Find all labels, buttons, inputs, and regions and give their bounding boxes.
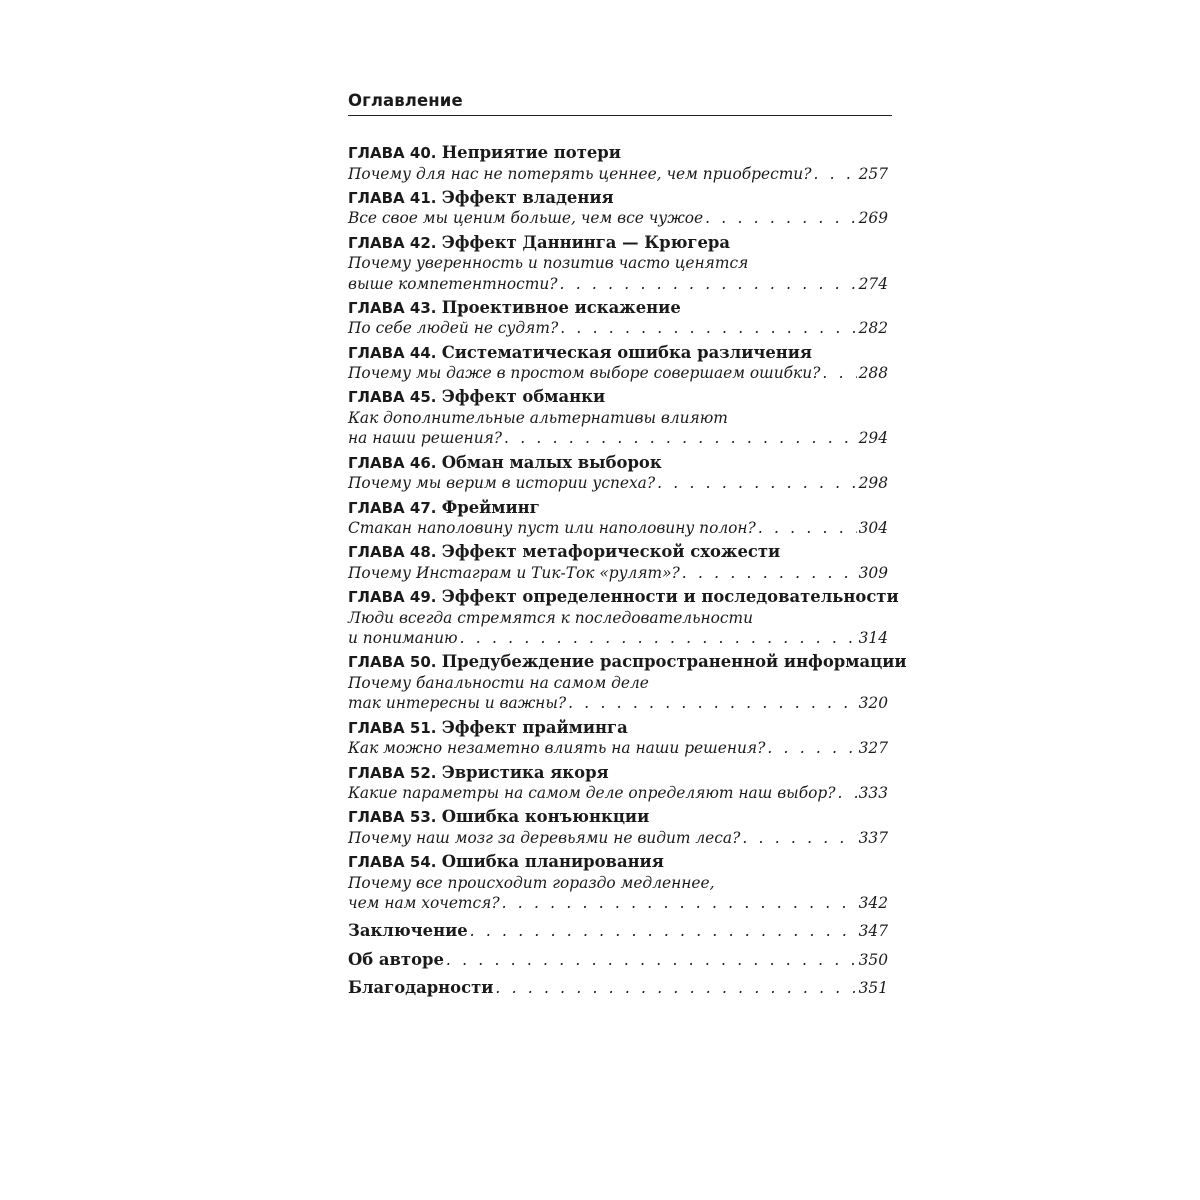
chapter-subtitle-row [348,208,888,229]
chapter-heading [348,453,892,474]
back-matter-title: Благодарности [348,978,494,998]
chapter-subtitle-row [348,893,888,914]
chapter-number: ГЛАВА 40. [348,144,437,162]
toc-chapter-entry [348,298,892,339]
chapter-number: ГЛАВА 47. [348,498,437,517]
chapter-subtitle: Стакан наполовину пуст или наполовину полон? [348,519,756,538]
toc-back-matter-entry [348,917,888,946]
chapter-title: Ошибка конъюнкции [441,807,650,827]
toc-chapter-entry [348,587,899,649]
chapter-subtitle: Все свое мы ценим больше, чем все чужое [348,209,704,228]
chapter-title: Ошибка планирования [441,852,664,872]
toc-chapter-entry [348,453,892,494]
page-number: 327 [858,739,888,758]
chapter-number: ГЛАВА 49. [348,588,437,607]
chapter-subtitle-row [348,563,888,584]
chapter-number: ГЛАВА 43. [348,298,437,317]
dot-leader [446,947,857,975]
chapter-title: Эвристика якоря [441,762,609,782]
page-number: 269 [858,209,888,228]
chapter-subtitle-row [348,164,888,185]
page-number: 304 [858,519,888,538]
page-number: 309 [858,563,888,582]
chapter-list [348,143,907,914]
page-number: 337 [858,828,888,847]
chapter-number: ГЛАВА 41. [348,188,437,207]
dot-leader [502,893,857,914]
dot-leader [682,563,857,584]
chapter-title: Систематическая ошибка различения [441,342,813,362]
back-matter-title: Заключение [348,921,468,941]
chapter-title: Эффект обманки [441,387,606,407]
toc-chapter-entry [348,763,892,804]
chapter-subtitle-line: Как дополнительные альтернативы влияют [348,408,728,427]
chapter-subtitle: По себе людей не судят? [348,319,559,338]
page-number: 351 [858,979,888,998]
page-number: 274 [858,274,888,293]
page-number: 333 [858,784,888,803]
chapter-heading [348,587,899,608]
toc-chapter-entry [348,852,892,914]
toc-chapter-entry [348,718,892,759]
back-matter-title: Об авторе [348,949,444,969]
chapter-subtitle: Почему Инстаграм и Тик-Ток «рулят»? [348,563,680,582]
chapter-subtitle-line: Почему все происходит гораздо медленнее, [348,873,715,892]
chapter-title: Фрейминг [441,497,540,517]
chapter-title: Проективное искажение [441,297,681,317]
chapter-title: Эффект Даннинга — Крюгера [441,232,730,252]
chapter-subtitle: на наши решения? [348,429,503,448]
chapter-number: ГЛАВА 51. [348,718,437,737]
chapter-title: Эффект метафорической схожести [441,542,781,562]
chapter-title: Неприятие потери [441,143,621,162]
toc-chapter-entry [348,233,892,295]
page-number: 347 [858,922,888,941]
chapter-subtitle: Почему наш мозг за деревьями не видит леса? [348,828,741,847]
dot-leader [705,208,857,229]
dot-leader [568,693,857,714]
toc-chapter-entry [348,542,892,583]
chapter-heading [348,143,892,164]
dot-leader [657,473,857,494]
chapter-number: ГЛАВА 54. [348,853,437,872]
dot-leader [504,428,857,449]
chapter-subtitle: выше компетентности? [348,274,558,293]
table-of-contents [348,88,907,1003]
chapter-heading [348,343,892,364]
chapter-number: ГЛАВА 42. [348,233,437,252]
chapter-heading [348,852,892,873]
chapter-number: ГЛАВА 46. [348,453,437,472]
chapter-number: ГЛАВА 50. [348,653,437,672]
toc-chapter-entry [348,188,892,229]
dot-leader [822,363,856,384]
chapter-title: Обман малых выборок [441,452,662,472]
toc-back-matter-entry [348,946,888,975]
chapter-subtitle-row [348,274,888,295]
dot-leader [560,274,857,295]
chapter-subtitle-row [348,318,888,339]
chapter-heading [348,718,892,739]
dot-leader [758,518,857,539]
chapter-subtitle-line: Почему уверенность и позитив часто ценятся [348,254,749,273]
chapter-subtitle-row [348,363,888,384]
chapter-heading [348,652,907,673]
chapter-number: ГЛАВА 48. [348,543,437,562]
dot-leader [837,783,856,804]
page-number: 257 [858,164,888,183]
dot-leader [767,738,856,759]
chapter-heading [348,542,892,563]
toc-chapter-entry [348,807,892,848]
dot-leader [470,918,857,946]
chapter-heading [348,387,892,408]
chapter-title: Предубеждение распространенной информации [441,652,907,672]
chapter-subtitle: Почему для нас не потерять ценнее, чем приобрести? [348,164,812,183]
chapter-subtitle-row [348,738,888,759]
page-number: 294 [858,429,888,448]
chapter-subtitle-row [348,518,888,539]
page-number: 314 [858,629,888,648]
chapter-number: ГЛАВА 52. [348,763,437,782]
chapter-subtitle: Почему мы верим в истории успеха? [348,474,656,493]
toc-chapter-entry [348,387,892,449]
page-number: 282 [858,319,888,338]
chapter-subtitle-row [348,693,888,714]
dot-leader [813,164,856,185]
toc-chapter-entry [348,652,907,714]
chapter-heading [348,807,892,828]
chapter-heading [348,233,892,254]
dot-leader [495,975,856,1003]
toc-chapter-entry [348,143,892,184]
chapter-subtitle-row [348,783,888,804]
dot-leader [742,828,856,849]
chapter-subtitle-line: Почему банальности на самом деле [348,673,649,692]
page-title: Оглавление [348,88,892,116]
toc-chapter-entry [348,343,892,384]
page-number: 298 [858,474,888,493]
page-number: 320 [858,694,888,713]
chapter-subtitle: так интересны и важны? [348,694,567,713]
chapter-heading [348,498,892,519]
chapter-number: ГЛАВА 45. [348,388,437,407]
dot-leader [460,628,857,649]
chapter-subtitle-row [348,628,888,649]
chapter-subtitle-line: Люди всегда стремятся к последовательности [348,608,754,627]
chapter-subtitle: Какие параметры на самом деле определяют наш выбор? [348,784,836,803]
chapter-subtitle-row [348,828,888,849]
chapter-heading [348,298,892,319]
chapter-subtitle: чем нам хочется? [348,894,500,913]
page-number: 288 [858,364,888,383]
chapter-number: ГЛАВА 44. [348,343,437,362]
chapter-subtitle-row [348,473,888,494]
chapter-subtitle-row [348,428,888,449]
chapter-title: Эффект владения [441,187,614,207]
chapter-subtitle: Как можно незаметно влиять на наши решения? [348,739,766,758]
chapter-title: Эффект определенности и последовательности [441,587,899,607]
dot-leader [560,318,856,339]
chapter-heading [348,188,892,209]
toc-chapter-entry [348,498,892,539]
chapter-subtitle: Почему мы даже в простом выборе совершаем ошибки? [348,364,821,383]
toc-back-matter-entry [348,974,888,1003]
chapter-number: ГЛАВА 53. [348,808,437,827]
chapter-title: Эффект прайминга [441,717,628,737]
chapter-subtitle: и пониманию [348,629,458,648]
back-matter-list [348,917,892,1003]
page-number: 342 [858,894,888,913]
page-number: 350 [858,950,888,969]
chapter-heading [348,763,892,784]
